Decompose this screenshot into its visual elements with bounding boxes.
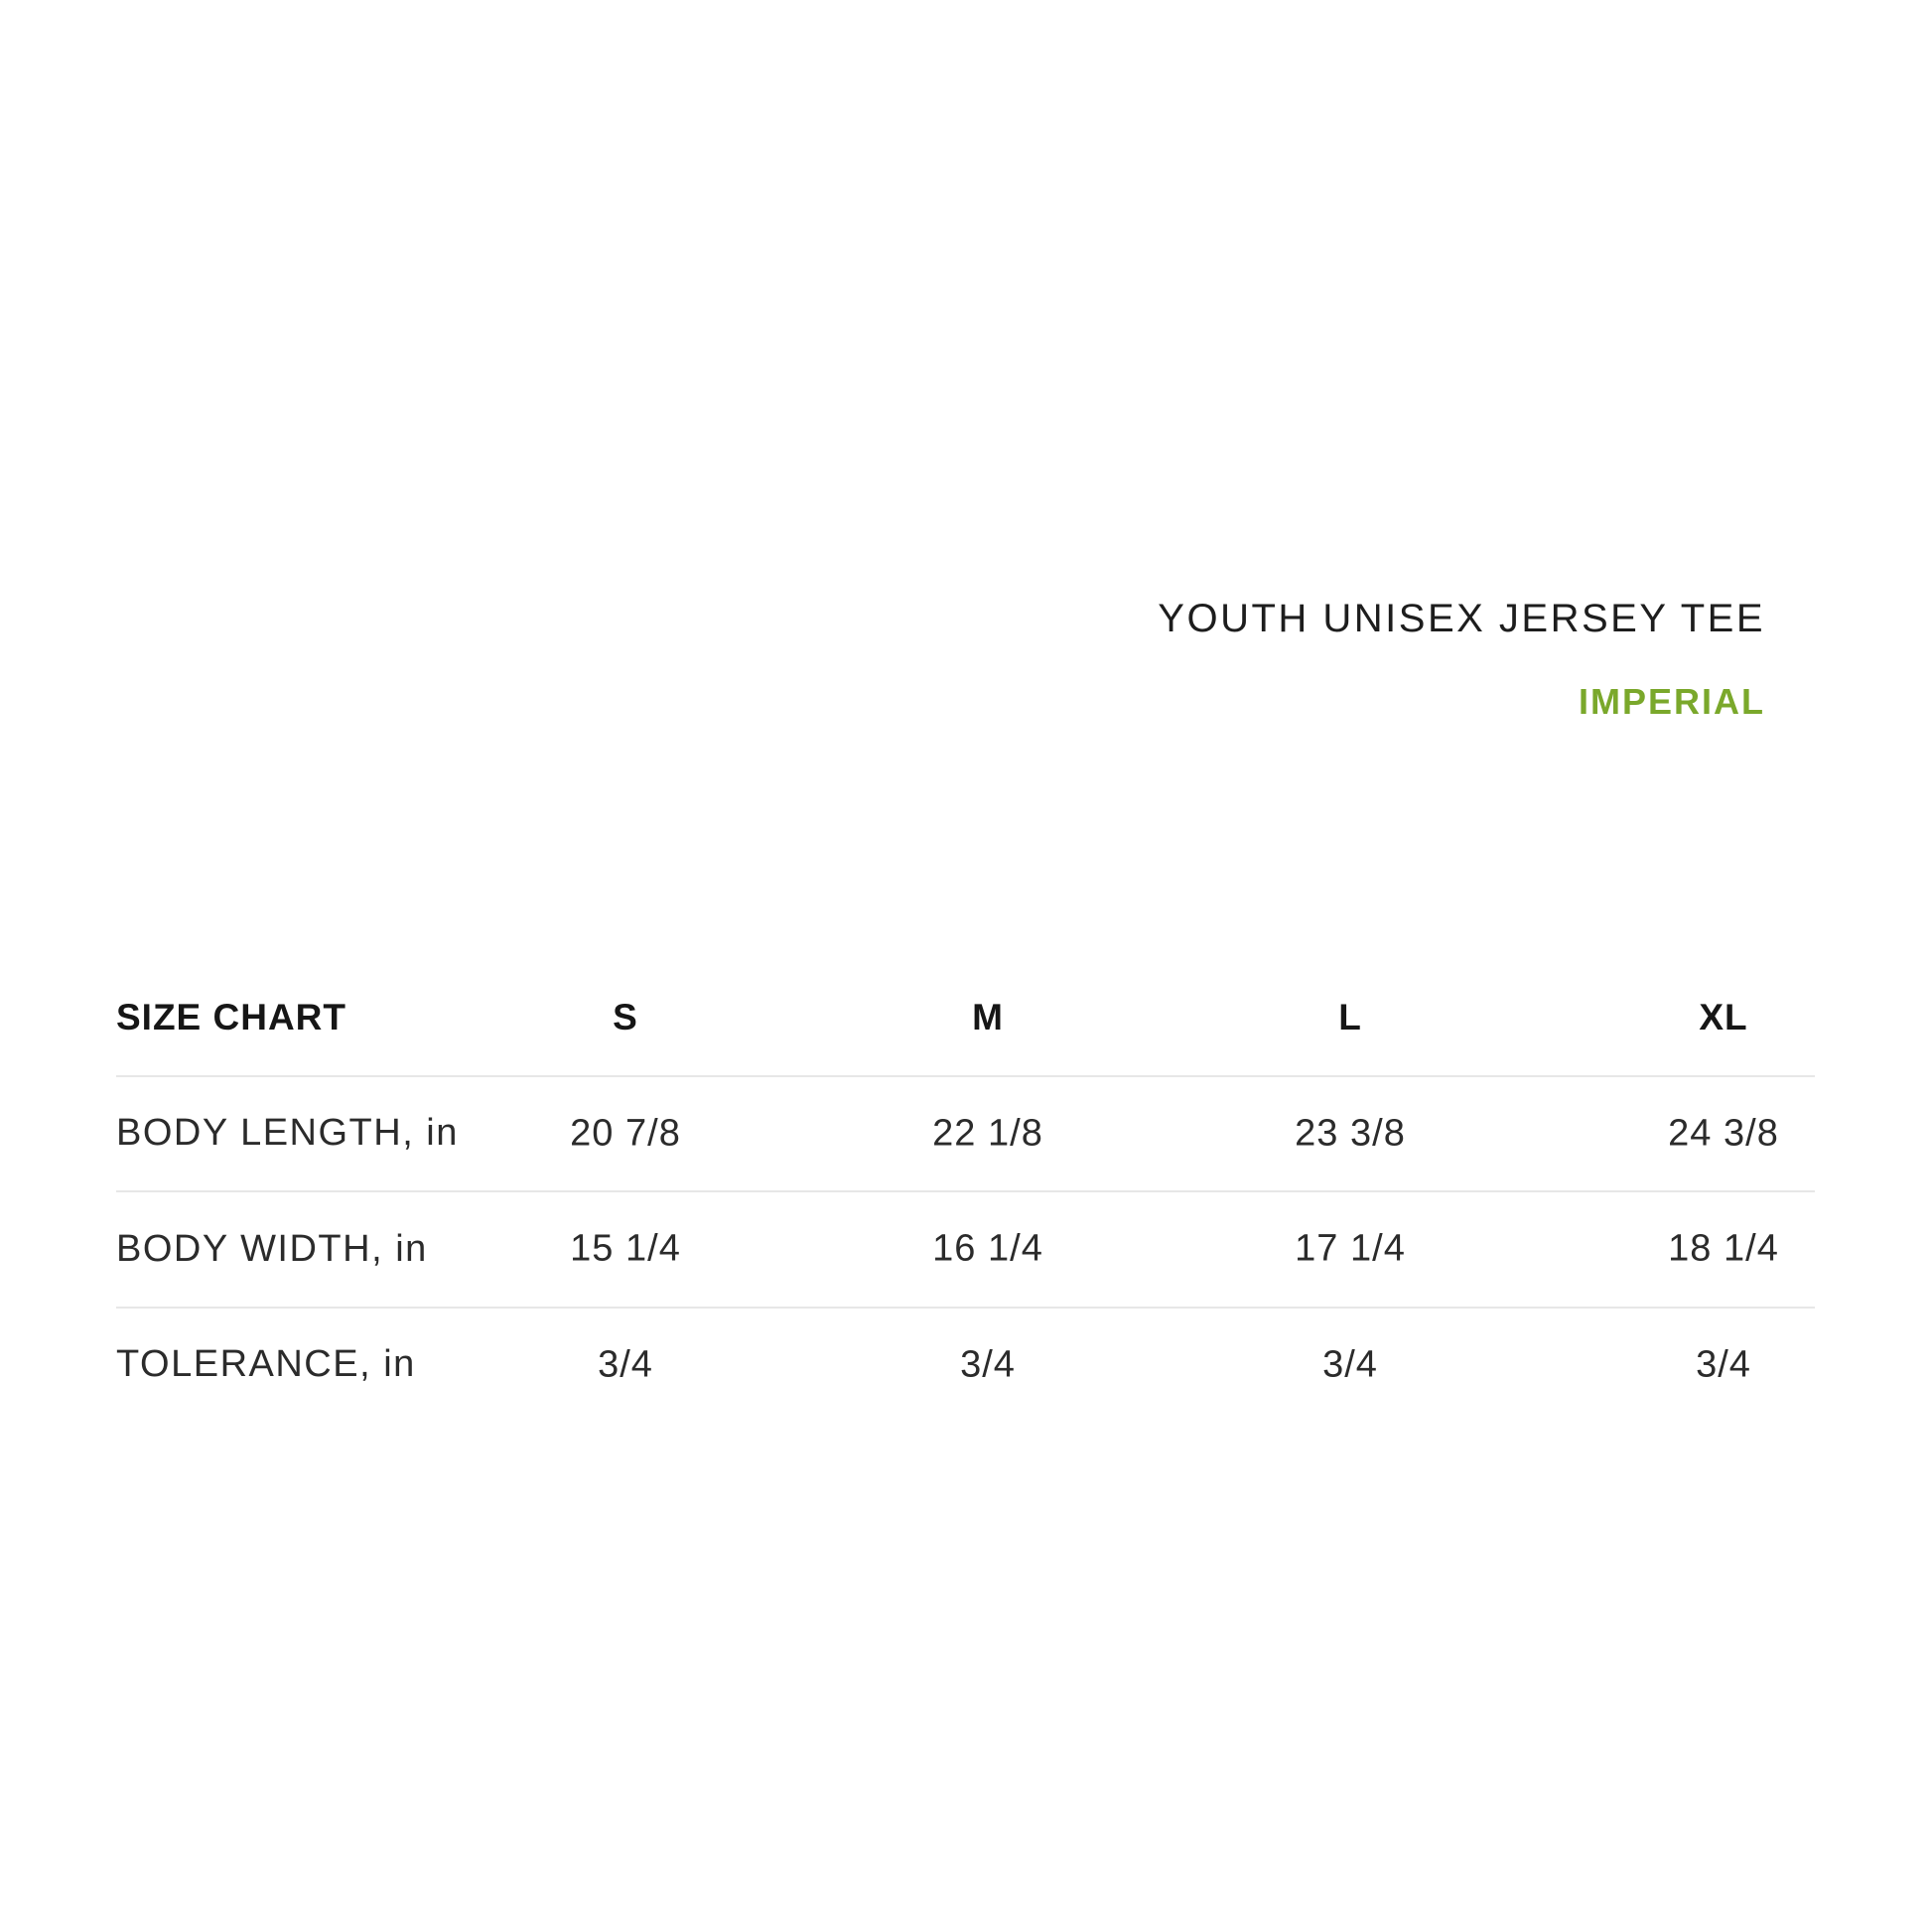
column-header-xl: XL [1699,997,1748,1038]
row-label-tolerance: TOLERANCE, in [116,1343,416,1386]
product-title: YOUTH UNISEX JERSEY TEE [1158,597,1765,640]
row-label-body-length: BODY LENGTH, in [116,1112,459,1155]
tolerance-value-m: 3/4 [960,1343,1016,1386]
body-width-value-xl: 18 1/4 [1668,1227,1779,1270]
row-label-body-width: BODY WIDTH, in [116,1227,428,1270]
units-label: IMPERIAL [1578,681,1765,722]
column-header-s: S [613,997,638,1038]
body-width-value-s: 15 1/4 [570,1227,681,1270]
table-corner-label: SIZE CHART [116,997,346,1038]
body-length-value-xl: 24 3/8 [1668,1112,1779,1155]
body-width-value-l: 17 1/4 [1295,1227,1406,1270]
body-length-value-m: 22 1/8 [932,1112,1043,1155]
table-row-body-length [116,1077,1815,1193]
tolerance-value-s: 3/4 [598,1343,653,1386]
tolerance-value-xl: 3/4 [1696,1343,1751,1386]
column-header-m: M [972,997,1004,1038]
size-chart-table [116,961,1815,1422]
body-length-value-s: 20 7/8 [570,1112,681,1155]
body-width-value-m: 16 1/4 [932,1227,1043,1270]
tolerance-value-l: 3/4 [1322,1343,1378,1386]
table-header-row [116,961,1815,1077]
table-row-tolerance [116,1309,1815,1423]
table-row-body-width [116,1192,1815,1309]
title-block [1158,598,1765,720]
body-length-value-l: 23 3/8 [1295,1112,1406,1155]
column-header-l: L [1338,997,1362,1038]
